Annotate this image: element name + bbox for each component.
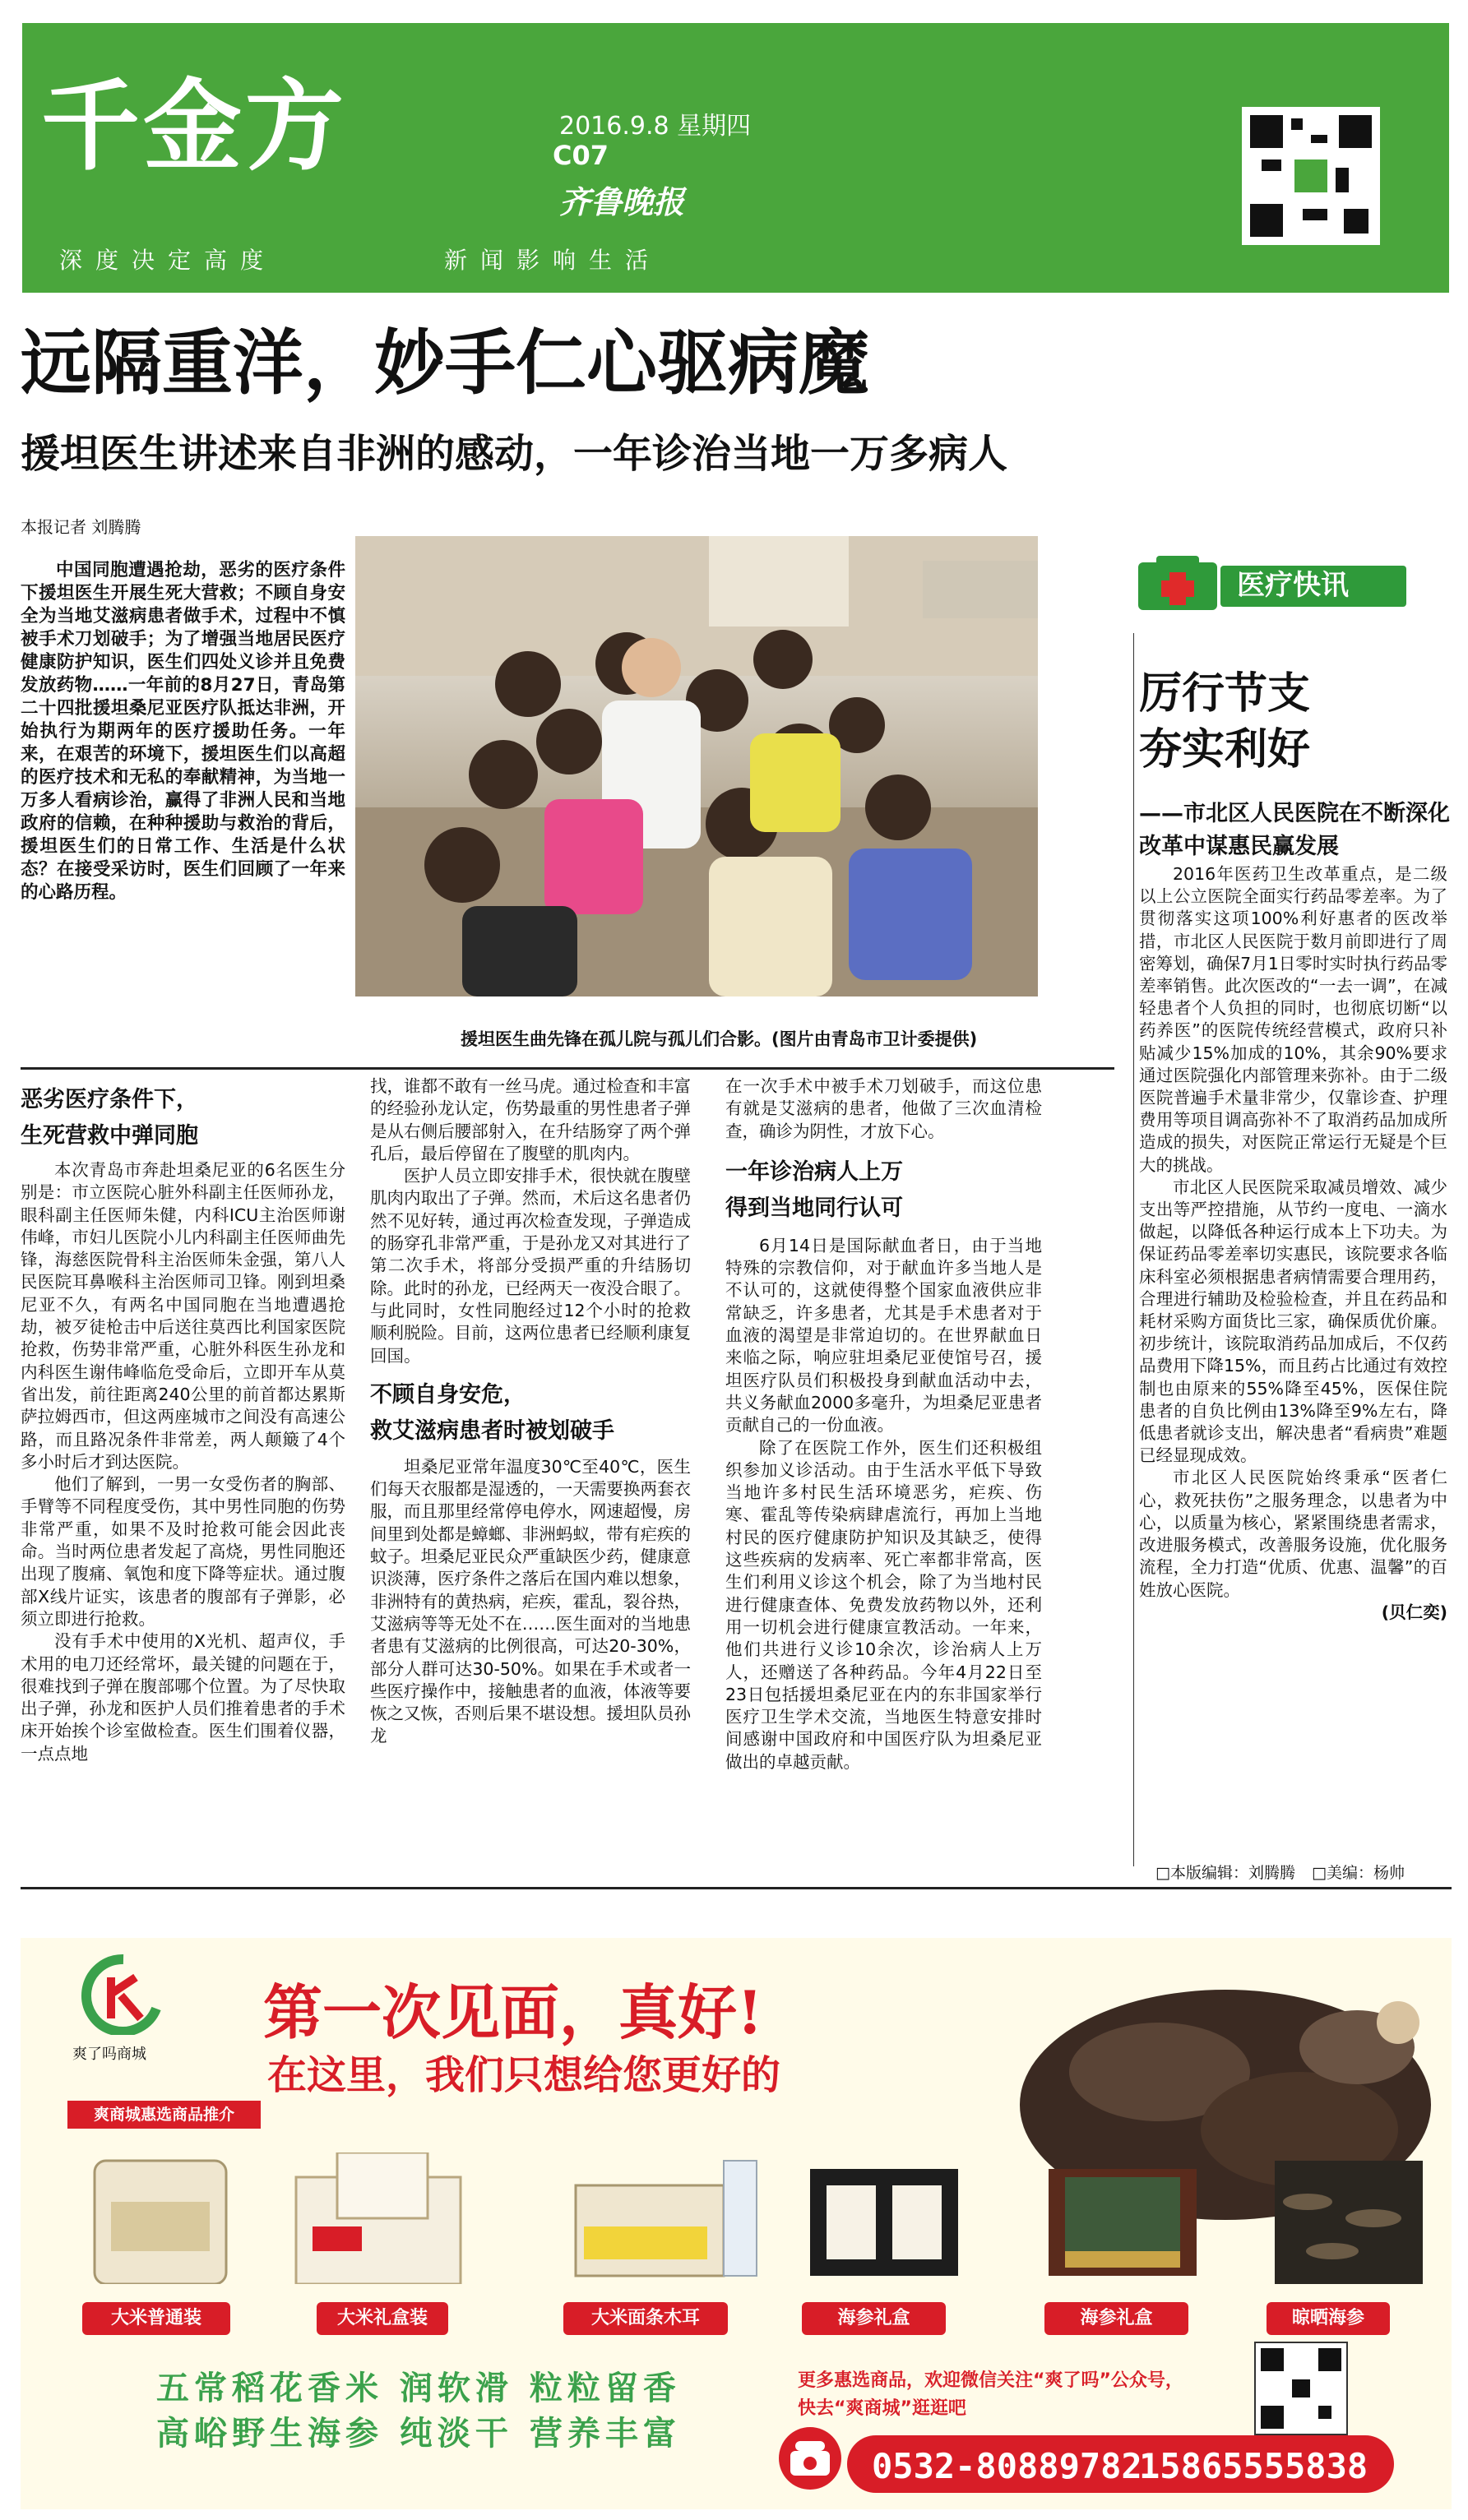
news-paragraph: 市北区人民医院始终秉承“医者仁心，救死扶伤”之服务理念，以患者为中心，以质量为核心，紧紧围绕患者需求，改进服务模式，改善服务设施，优化服务流程，全力打造“优质、优惠、温馨”的百姓放心医院。: [1139, 1468, 1447, 1600]
product-label: 海参礼盒: [1044, 2302, 1188, 2335]
ad-subheadline: 在这里，我们只想给您更好的: [267, 2052, 781, 2098]
news-subtitle: ——市北区人民医院在不断深化改革中谋惠民赢发展: [1139, 801, 1450, 859]
subheadline: 援坦医生讲述来自非洲的感动，一年诊治当地一万多病人: [21, 431, 1008, 477]
shop-logo-label: 爽了吗商城: [72, 2046, 146, 2063]
article-lead: 中国同胞遭遇抢劫，恶劣的医疗条件下援坦医生开展生死大营救；不顾自身安全为当地艾滋病患者做手术，过程中不慎被手术刀划破手；为了增强当地居民医疗健康防护知识，医生们四处义诊并且免费发放药物……一年前的8月27日，青岛第二十四批援坦桑尼亚医疗队抵达非洲，开始执行为期两年的医疗援助任务。一年来，在艰苦的环境下，援坦医生们以高超的医疗技术和无私的奉献精神，为当地一万多人看病诊治，赢得了非洲人民和当地政府的信赖，在种种援助与救治的背后，援坦医生们的日常工作、生活是什么状态？在接受采访时，医生们回顾了一年来的心路历程。: [21, 560, 345, 903]
article-paragraph: 除了在医院工作外，医生们还积极组织参加义诊活动。由于生活水平低下导致当地许多村民生活环境恶劣，疟疾、伤寒、霍乱等传染病肆虐流行，再加上当地村民的医疗健康防护知识及其缺乏，使得这些疾病的发病率、死亡率都非常高，医生们利用义诊这个机会，除了为当地村民进行健康查体、免费发放药物以外，还利用一切机会进行健康宣教活动。一年来，他们共进行义诊10余次，诊治病人上万人，还赠送了各种药品。今年4月22日至23日包括援坦桑尼亚在内的东非国家举行医疗卫生学术交流，当地医生特意安排时间感谢中国政府和中国医疗队为坦桑尼亚做出的卓越贡献。: [725, 1437, 1042, 1772]
article-paragraph: 医护人员立即安排手术，很快就在腹壁肌肉内取出了子弹。然而，术后这名患者仍然不见好转，通过再次检查发现，子弹造成的肠穿孔非常严重，于是孙龙又对其进行了第二次手术，将部分受损严重的升结肠切除。此时的孙龙，已经两天一夜没合眼了。与此同时，女性同胞经过12个小时的抢救顺利脱险。目前，这两位患者已经顺利康复回国。: [370, 1166, 691, 1366]
section-heading: 不顾自身安危，: [370, 1381, 526, 1408]
phone-icon: [777, 2421, 843, 2495]
ad-promo-banner: 爽商城惠选商品推介: [67, 2101, 261, 2129]
product-rice-noodle-set: [559, 2152, 765, 2284]
ad-phone-number: 15865555838: [1139, 2446, 1368, 2486]
article-paragraph: 没有手术中使用的X光机、超声仪，手术用的电刀还经常坏，最关键的问题在于，很难找到子弹在腹部哪个位置。为了尽快取出子弹，孙龙和医护人员们推着患者的手术床开始挨个诊室做检查。医生们围着仪器，一点点地: [21, 1631, 345, 1764]
section-heading: 得到当地同行认可: [725, 1195, 903, 1221]
article-paragraph: 6月14日是国际献血者日，由于当地特殊的宗教信仰，对于献血许多当地人是不认可的，这就使得整个国家血液供应非常缺乏，许多患者，尤其是手术患者对于血液的渴望是非常迫切的。在世界献血日来临之际，响应驻坦桑尼亚使馆号召，援坦医疗队员们积极投身到献血活动中去，共义务献血2000多毫升，为坦桑尼亚患者贡献自己的一份血液。: [725, 1235, 1042, 1436]
column-divider: [1133, 633, 1134, 1866]
section-divider: [21, 1067, 1114, 1070]
section-heading: 救艾滋病患者时被划破手: [370, 1417, 614, 1444]
ad-qr-code-icon: [1254, 2342, 1348, 2435]
product-label: 海参礼盒: [802, 2302, 946, 2335]
headline: 远隔重洋，妙手仁心驱病魔: [21, 322, 869, 405]
masthead-paper-name: 齐鲁晚报: [559, 183, 685, 220]
ad-wechat-text: 快去“爽商城”逛逛吧: [798, 2398, 966, 2419]
product-sea-cucumber-box: [802, 2152, 966, 2284]
news-title: [1139, 666, 1310, 778]
photo-illustration: [355, 536, 1038, 996]
shop-logo-icon: [78, 1953, 169, 2035]
masthead-slogan-left: 深度决定高度: [59, 247, 277, 274]
article-paragraph: 在一次手术中被手术刀划破手，而这位患有就是艾滋病的患者，他做了三次血清检查，确诊为阴性，才放下心。: [725, 1076, 1042, 1141]
editor-credit: □本版编辑：刘腾腾: [1155, 1864, 1295, 1882]
article-paragraph: 本次青岛市奔赴坦桑尼亚的6名医生分别是：市立医院心脏外科副主任医师孙龙，眼科副主任医师朱健，内科ICU主治医师谢伟峰，市妇儿医院小儿内科副主任医师曲先锋，海慈医院骨科主治医师朱金强，第八人民医院耳鼻喉科主治医师司卫锋。刚到坦桑尼亚不久，有两名中国同胞在当地遭遇抢劫，被歹徒枪击中后送往莫西比利国家医院抢救，伤势非常严重，心脏外科医生孙龙和内科医生谢伟峰临危受命后，立即开车从莫省出发，前往距离240公里的前首都达累斯萨拉姆西市，但这两座城市之间没有高速公路，而且路况条件非常差，两人颠簸了4个多小时后才到达医院。: [21, 1160, 345, 1472]
product-label: 大米普通装: [82, 2302, 230, 2335]
product-label: 大米面条木耳: [563, 2302, 728, 2335]
news-title-line2: 夯实利好: [1139, 725, 1311, 774]
masthead-qr-code-icon: [1242, 107, 1380, 245]
reporter-byline: 本报记者 刘腾腾: [21, 517, 141, 537]
ad-tagline: 高峪野生海参 纯淡干 营养丰富: [156, 2415, 681, 2453]
section-heading: 一年诊治病人上万: [725, 1158, 903, 1185]
ad-wechat-text: 更多惠选商品，欢迎微信关注“爽了吗”公众号，: [798, 2370, 1183, 2391]
masthead-slogan-right: 新闻影响生活: [444, 247, 662, 274]
news-paragraph: 2016年医药卫生改革重点，是二级以上公立医院全面实行药品零差率。为了贯彻落实这项100%利好惠者的医改举措，市北区人民医院于数月前即进行了周密筹划，确保7月1日零时实时执行药品零差率销售。此次医改的“一去一调”，在减轻患者个人负担的同时，也彻底切断“以药养医”的医院传统经营模式，政府只补贴减少15%加成的10%，其余90%要求通过医院强化内部管理来弥补。由于二级医院普遍手术量非常少，仅靠诊查、护理费用等项目调高弥补不了取消药品加成所造成的损失，对医院正常运行无疑是个巨大的挑战。: [1139, 864, 1447, 1175]
section-heading: 恶劣医疗条件下，: [21, 1087, 198, 1112]
product-label: 晾晒海参: [1267, 2302, 1390, 2335]
article-paragraph: 坦桑尼亚常年温度30℃至40℃，医生们每天衣服都是湿透的，一天需要换两套衣服，而且那里经常停电停水，网速超慢，房间里到处都是蟑螂、非洲蚂蚁，带有疟疾的蚊子。坦桑尼亚民众严重缺医少药，健康意识淡薄，医疗条件之落后在国内难以想象，非洲特有的黄热病，疟疾，霍乱，裂谷热，艾滋病等等无处不在……医生面对的当地患者患有艾滋病的比例很高，可达20-30%，部分人群可达30-50%。如果在手术或者一些医疗操作中，接触患者的血液，体液等要恢之又恢，否则后果不堪设想。援坦队员孙龙: [370, 1456, 691, 1746]
section-heading: 生死营救中弹同胞: [21, 1123, 198, 1149]
news-title-line1: 厉行节支: [1139, 669, 1311, 719]
news-byline: (贝仁奕): [1381, 1602, 1447, 1622]
product-dried-sea-cucumber: [1267, 2152, 1431, 2284]
product-rice-giftbox: [288, 2152, 469, 2284]
ad-tagline: 五常稻花香米 润软滑 粒粒留香: [156, 2370, 681, 2407]
article-column-3: [725, 1075, 1042, 1773]
article-column-2: [370, 1075, 691, 1748]
photo-caption: 援坦医生曲先锋在孤儿院与孤儿们合影。(图片由青岛市卫计委提供): [461, 1029, 978, 1049]
article-paragraph: 找，谁都不敢有一丝马虎。通过检查和丰富的经验孙龙认定，伤势最重的男性患者子弹是从右侧后腰部射入，在升结肠穿了两个弹孔后，最后停留在了腹壁的肌肉内。: [370, 1076, 691, 1163]
news-body: [1139, 863, 1447, 1624]
article-paragraph: 他们了解到，一男一女受伤者的胸部、手臂等不同程度受伤，其中男性同胞的伤势非常严重，如果不及时抢救可能会因此丧命。当时两位患者发起了高烧，男性同胞还出现了腹痛、氧饱和度下降等症状。通过腹部X线片证实，该患者的腹部有子弹影，必须立即进行抢救。: [21, 1474, 345, 1629]
masthead-page-number: C07: [553, 140, 609, 171]
article-photo: [355, 536, 1038, 996]
product-label: 大米礼盒装: [317, 2302, 448, 2335]
article-column-1: [21, 1082, 345, 1765]
ad-divider: [21, 1887, 1452, 1889]
ad-phone-number: 0532-80889782: [872, 2446, 1142, 2486]
product-rice-bag: [78, 2152, 243, 2284]
medical-news-tag-label: 医疗快讯: [1237, 569, 1349, 602]
news-paragraph: 市北区人民医院采取减员增效、减少支出等严控措施，从节约一度电、一滴水做起，以降低各种运行成本上下功夫。为保证药品零差率切实惠民，该院要求各临床科室必须根据患者病情需要合理用药，合理进行辅助及检验检查，并且在药品和耗材采购方面货比三家，确保质优价廉。初步统计，该院取消药品加成后，不仅药品费用下降15%，而且药占比通过有效控制也由原来的55%降至45%，医保住院患者的自负比例由13%降至9%左右，降低患者就诊支出，解决患者“看病贵”难题已经显现成效。: [1139, 1177, 1447, 1466]
product-sea-cucumber-giftbox: [1040, 2152, 1205, 2284]
designer-credit: □美编：杨帅: [1312, 1864, 1405, 1882]
ad-headline: 第一次见面，真好!: [263, 1977, 763, 2047]
masthead-date: 2016.9.8 星期四: [559, 112, 752, 141]
masthead-title: 千金方: [41, 70, 347, 184]
